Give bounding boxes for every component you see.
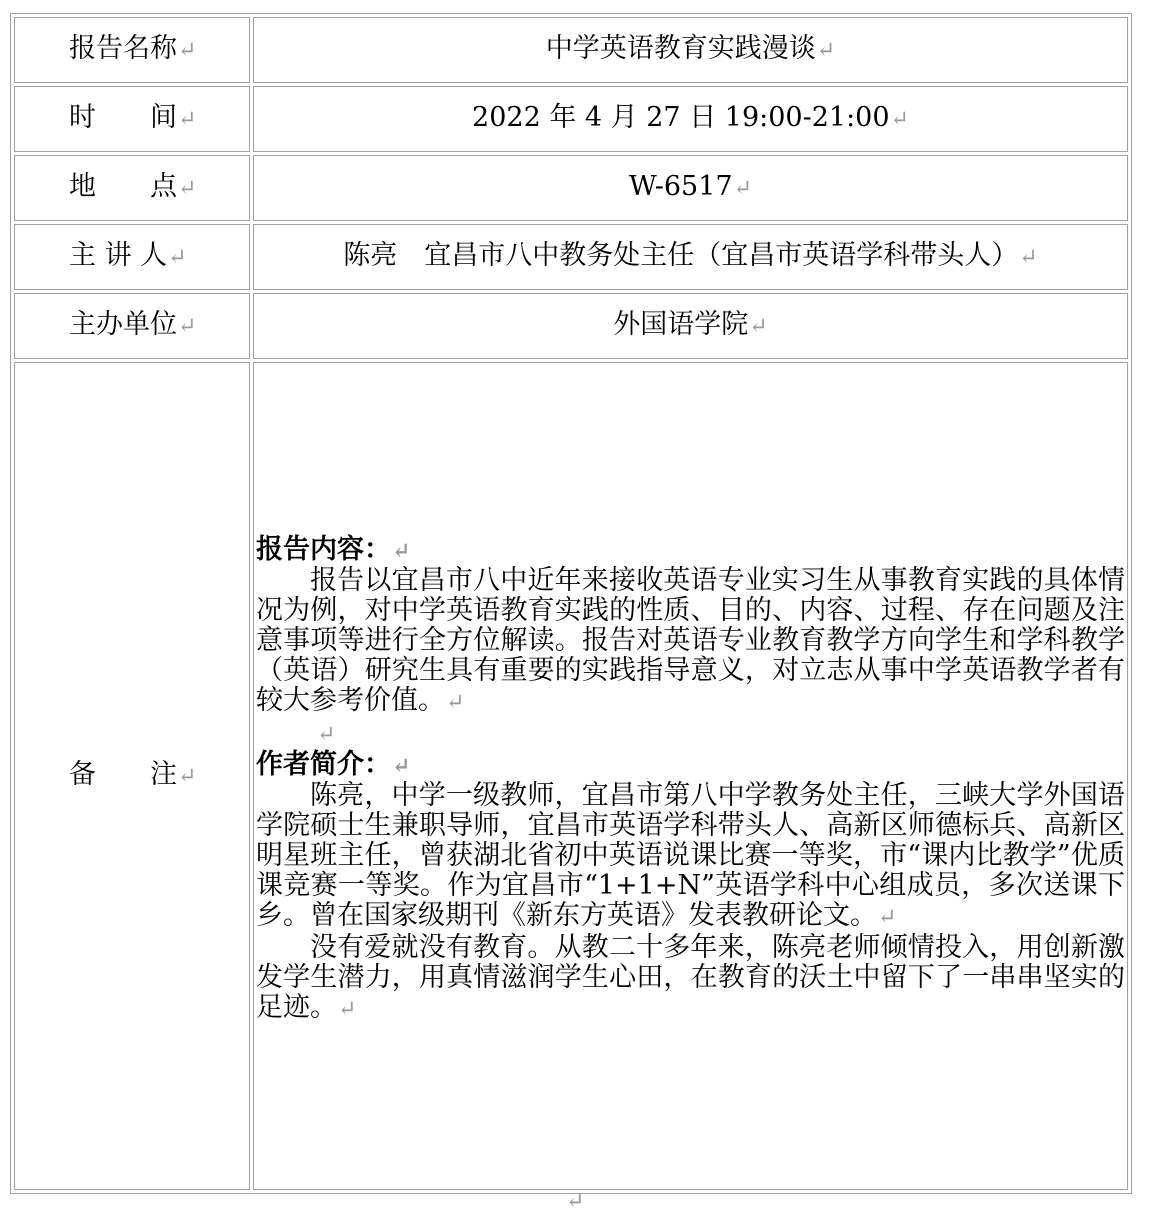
- paragraph-mark-icon: ↵: [392, 538, 411, 564]
- paragraph-mark-icon: ↵: [878, 905, 897, 930]
- label-text: 主 讲 人: [69, 240, 168, 271]
- label-text: 报告名称: [69, 33, 177, 64]
- document-page: [10, 13, 1132, 1194]
- paragraph-mark-icon: ↵: [338, 997, 357, 1022]
- report-content-heading: 报告内容：↵: [256, 534, 411, 565]
- empty-paragraph: [256, 718, 1125, 750]
- label-text: 地 点: [69, 171, 177, 202]
- author-intro-heading: 作者简介：↵: [256, 749, 411, 780]
- paragraph-mark-icon: ↵: [178, 764, 197, 789]
- paragraph-mark-icon: ↵: [1019, 245, 1038, 270]
- paragraph-mark-icon: ↵: [816, 38, 836, 63]
- paragraph-mark-icon: ↵: [178, 314, 197, 339]
- author-intro-paragraph-1: 陈亮，中学一级教师，宜昌市第八中学教务处主任，三峡大学外国语学院硕士生兼职导师，宜昌市英语学科带头人、高新区师德标兵、高新区明星班主任，曾获湖北省初中英语说课比赛一等奖，市“课内比教学”优质课竞赛一等奖。作为宜昌市“1+1+N”英语学科中心组成员，多次送课下乡。曾在国家级期刊《新东方英语》发表教研论文。↵: [256, 780, 1125, 931]
- row-label-time: [14, 86, 250, 152]
- paragraph-mark-icon: ↵: [168, 245, 187, 270]
- label-text: 主办单位: [69, 309, 177, 340]
- value-text: 陈亮 宜昌市八中教务处主任（宜昌市英语学科带头人）: [343, 240, 1019, 271]
- label-text: 备 注: [69, 759, 177, 790]
- row-label-location: [14, 155, 250, 221]
- table-row: [14, 224, 1128, 290]
- paragraph-mark-icon: ↵: [178, 38, 197, 63]
- table-row: [14, 86, 1128, 152]
- report-content-paragraph: 报告以宜昌市八中近年来接收英语专业实习生从事教育实践的具体情况为例，对中学英语教育实践的性质、目的、内容、过程、存在问题及注意事项等进行全方位解读。报告对英语专业教育教学方向学生和学科教学（英语）研究生具有重要的实践指导意义，对立志从事中学英语教学者有较大参考价值。↵: [256, 565, 1125, 716]
- author-intro-paragraph-2: 没有爱就没有教育。从教二十多年来，陈亮老师倾情投入，用创新激发学生潜力，用真情滋润学生心田，在教育的沃土中留下了一串串坚实的足迹。↵: [256, 932, 1125, 1023]
- report-info-table: [10, 13, 1132, 1194]
- paragraph-mark-icon: ↵: [446, 690, 465, 715]
- table-row: [14, 155, 1128, 221]
- table-row: [14, 17, 1128, 83]
- row-label-notes: [14, 362, 250, 1190]
- paragraph-mark-icon: ↵: [733, 176, 753, 201]
- value-text: W-6517: [628, 171, 733, 202]
- row-value-speaker: [253, 224, 1128, 290]
- row-value-organizer: [253, 293, 1128, 359]
- row-value-report-name: [253, 17, 1128, 83]
- row-label-report-name: [14, 17, 250, 83]
- value-text: 外国语学院: [613, 309, 749, 340]
- value-text: 2022 年 4 月 27 日 19:00-21:00: [472, 102, 890, 133]
- paragraph-mark-icon: ↵: [317, 722, 336, 747]
- row-label-speaker: [14, 224, 250, 290]
- row-value-time: [253, 86, 1128, 152]
- paragraph-mark-icon: ↵: [566, 1189, 585, 1214]
- row-value-location: [253, 155, 1128, 221]
- paragraph-mark-icon: ↵: [749, 314, 768, 339]
- value-text: 中学英语教育实践漫谈: [545, 33, 816, 64]
- paragraph-mark-icon: ↵: [178, 176, 197, 201]
- row-label-organizer: [14, 293, 250, 359]
- paragraph-mark-icon: ↵: [392, 753, 411, 779]
- table-row: [14, 362, 1128, 1190]
- table-row: [14, 293, 1128, 359]
- paragraph-mark-icon: ↵: [890, 107, 909, 132]
- paragraph-mark-icon: ↵: [178, 107, 197, 132]
- label-text: 时 间: [69, 102, 177, 133]
- row-value-notes: [253, 362, 1128, 1190]
